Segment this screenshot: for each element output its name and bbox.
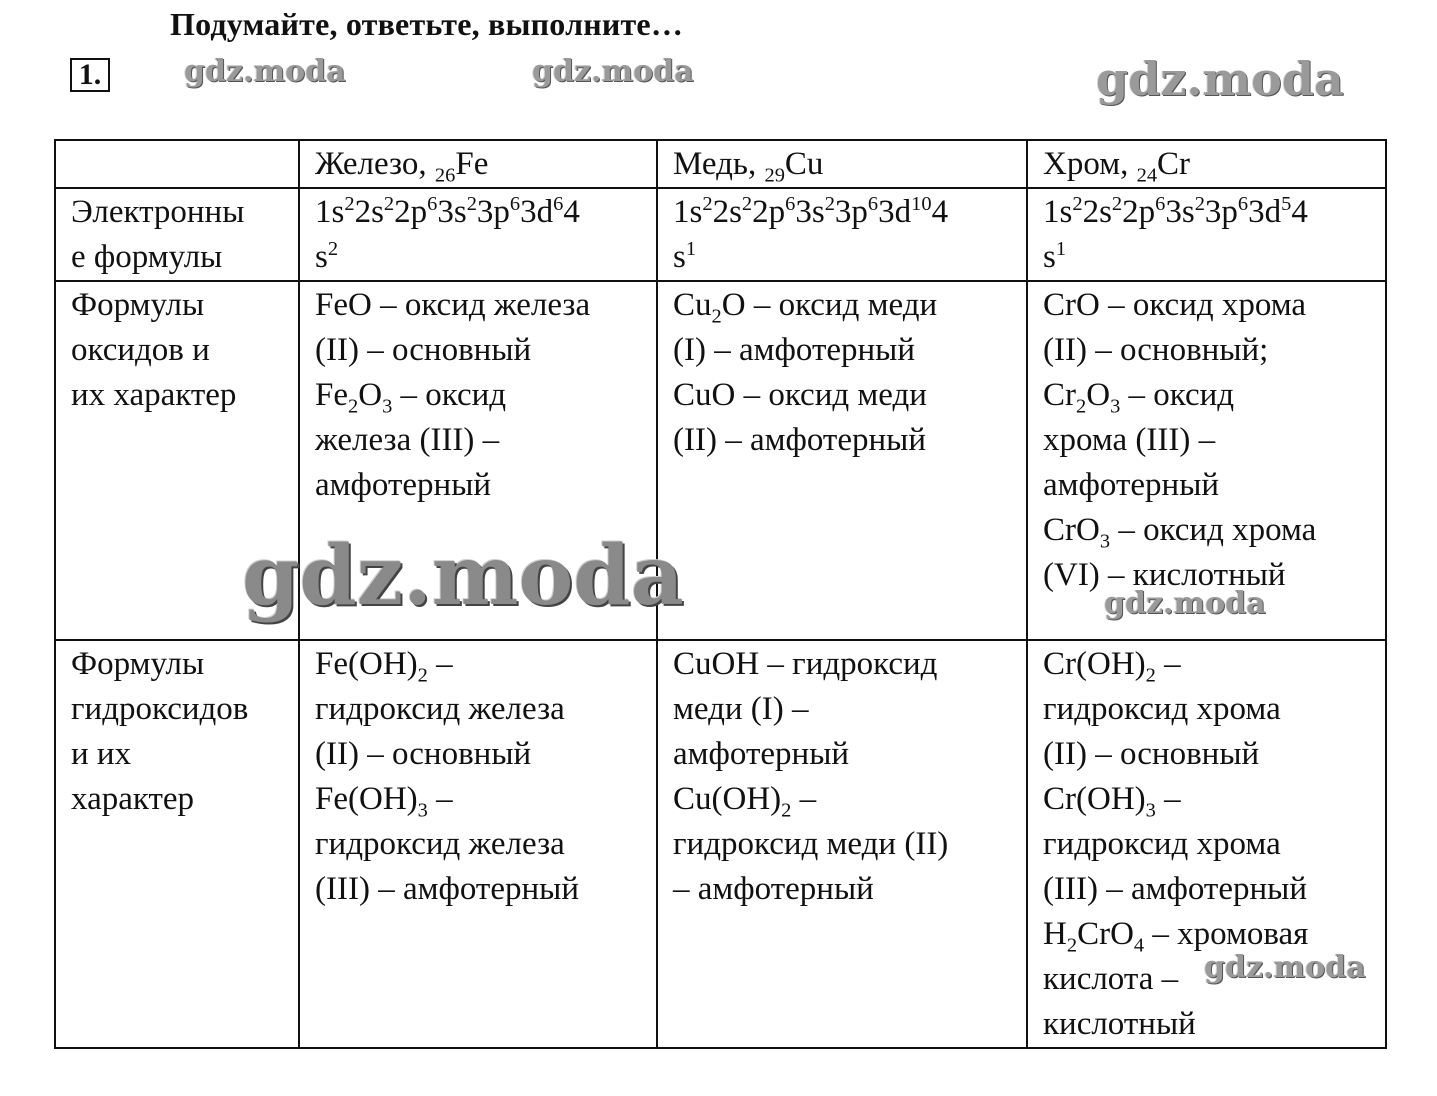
cell-text-line: железа (III) –: [315, 422, 500, 458]
cell-text-line: амфотерный: [1043, 467, 1220, 503]
cell-text-line: (II) – амфотерный: [673, 422, 926, 458]
cell-text-line: амфотерный: [673, 736, 850, 772]
table-header-row: [55, 140, 1386, 188]
row-header-cell: [55, 281, 299, 640]
copper-cell: [657, 281, 1027, 640]
cell-text-line: кислотный: [1043, 1006, 1196, 1042]
cell-text-line: гидроксид хрома: [1043, 691, 1281, 727]
cell-text-line: $s^1$: [673, 238, 697, 275]
cell-text-line: гидроксид железа: [315, 826, 565, 862]
cell-text-line: $Cu_2O$ – оксид меди: [673, 287, 938, 328]
column-header-label: Медь, $_{29}$Cu: [673, 146, 824, 187]
cell-text-line: (II) – основный: [315, 736, 532, 772]
cell-text-line: $1s^22s^22p^63s^23p^63d^{10}4$: [673, 193, 949, 230]
cell-text-line: $1s^22s^22p^63s^23p^63d^64$: [315, 193, 580, 230]
cell-text-line: $Cu(OH)_2$ –: [673, 781, 817, 822]
watermark-logo: gdz.moda: [1104, 586, 1266, 621]
row-header-line: их характер: [71, 377, 237, 413]
cell-text-line: хрома (III) –: [1043, 422, 1216, 458]
cell-text-line: $s^1$: [1043, 238, 1067, 275]
iron-cell: [299, 640, 657, 1048]
cell-text-line: FeO – оксид железа: [315, 287, 591, 323]
row-header-line: гидроксидов: [71, 691, 249, 727]
cell-text-line: $Fe(OH)_3$ –: [315, 781, 453, 822]
task-number-box: 1.: [70, 58, 110, 92]
cell-text-line: $H_2CrO_4$ – хромовая: [1043, 916, 1309, 957]
chromium-cell: [1027, 281, 1386, 640]
elements-table: [54, 139, 1387, 1049]
cell-text-line: (VI) – кислотный: [1043, 557, 1286, 593]
cell-text-line: (II) – основный: [1043, 736, 1260, 772]
row-header-cell: [55, 640, 299, 1048]
row-header-line: е формулы: [71, 239, 223, 275]
cell-text-line: $Fe_2O_3$ – оксид: [315, 377, 507, 418]
watermark-logo: gdz.moda: [184, 54, 346, 89]
cell-text-line: CuO – оксид меди: [673, 377, 927, 413]
column-header-iron: [299, 140, 657, 188]
chromium-cell: [1027, 640, 1386, 1048]
watermark-logo: gdz.moda: [1096, 52, 1344, 106]
cell-text-line: гидроксид меди (II): [673, 826, 949, 862]
copper-cell: [657, 640, 1027, 1048]
cell-text-line: (III) – амфотерный: [1043, 871, 1307, 907]
row-header-line: характер: [71, 781, 195, 817]
page-title: Подумайте, ответьте, выполните…: [170, 6, 684, 42]
watermark-logo: gdz.moda: [1204, 950, 1366, 985]
cell-text-line: гидроксид хрома: [1043, 826, 1281, 862]
iron-cell: [299, 188, 657, 281]
cell-text-line: $Cr_2O_3$ – оксид: [1043, 377, 1235, 418]
row-header-line: Формулы: [71, 287, 205, 323]
column-header-label: Железо, $_{26}$Fe: [315, 146, 489, 187]
row-header-line: и их: [71, 736, 132, 772]
watermark-logo: gdz.moda: [532, 54, 694, 89]
cell-text-line: гидроксид железа: [315, 691, 565, 727]
copper-cell: [657, 188, 1027, 281]
cell-text-line: $1s^22s^22p^63s^23p^63d^54$: [1043, 193, 1308, 230]
cell-text-line: CrO – оксид хрома: [1043, 287, 1307, 323]
cell-text-line: $Cr(OH)_3$ –: [1043, 781, 1181, 822]
cell-text-line: кислота –: [1043, 961, 1179, 997]
cell-text-line: меди (I) –: [673, 691, 809, 727]
cell-text-line: – амфотерный: [673, 871, 874, 907]
cell-text-line: (III) – амфотерный: [315, 871, 579, 907]
chromium-cell: [1027, 188, 1386, 281]
cell-text-line: $s^2$: [315, 238, 339, 275]
table-corner-cell: [55, 140, 299, 188]
row-header-line: Формулы: [71, 646, 205, 682]
cell-text-line: $Fe(OH)_2$ –: [315, 646, 453, 687]
table-row: [55, 281, 1386, 640]
iron-cell: [299, 281, 657, 640]
cell-text-line: (II) – основный;: [1043, 332, 1269, 368]
row-header-cell: [55, 188, 299, 281]
cell-text-line: амфотерный: [315, 467, 492, 503]
column-header-copper: [657, 140, 1027, 188]
cell-text-line: (II) – основный: [315, 332, 532, 368]
row-header-line: оксидов и: [71, 332, 210, 368]
table-row: [55, 640, 1386, 1048]
table-row: [55, 188, 1386, 281]
column-header-chromium: [1027, 140, 1386, 188]
cell-text-line: (I) – амфотерный: [673, 332, 916, 368]
watermark-logo: gdz.moda: [242, 528, 684, 624]
cell-text-line: CuOH – гидроксид: [673, 646, 938, 682]
column-header-label: Хром, $_{24}$Cr: [1043, 146, 1191, 187]
cell-text-line: $Cr(OH)_2$ –: [1043, 646, 1181, 687]
cell-text-line: CrO$_3$ – оксид хрома: [1043, 512, 1317, 553]
row-header-line: Электронны: [71, 194, 245, 230]
